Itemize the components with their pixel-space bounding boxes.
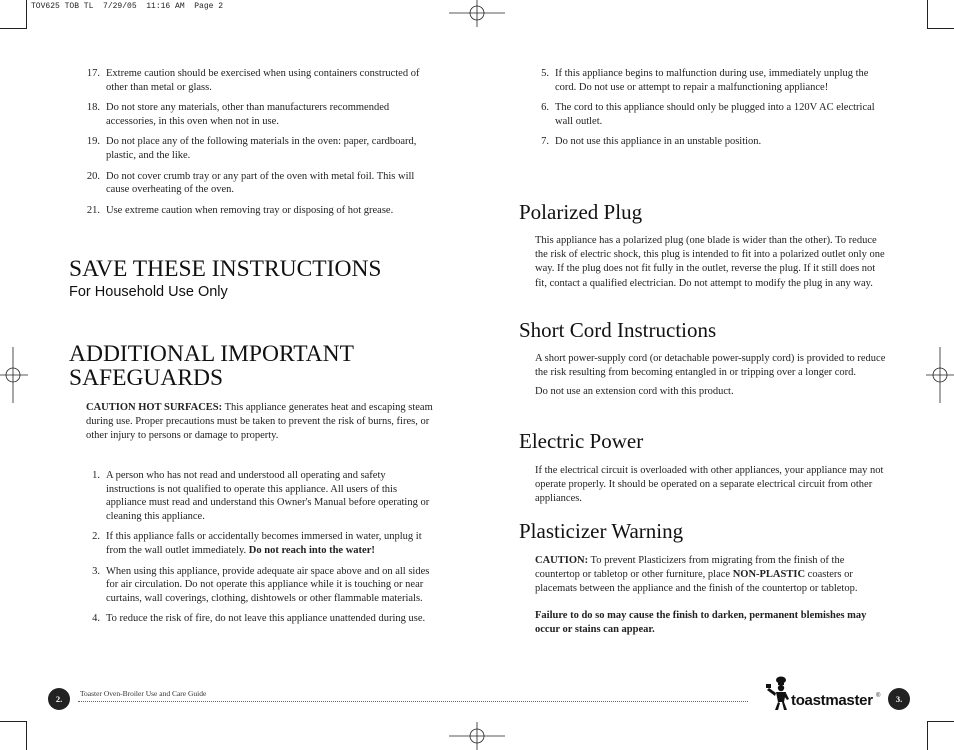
caution-hot-surfaces-paragraph: CAUTION HOT SURFACES: This appliance generates heat and escaping steam during use. Proper precautions must be taken to prevent the risk of burns, fires, or other injury to persons or damage to property. (86, 402, 433, 442)
footer-guide-title: Toaster Oven-Broiler Use and Care Guide (80, 689, 207, 698)
list-item: 5. If this appliance begins to malfunction during use, immediately unplug the cord. Do not use or attempt to repair a malfunctioning appliance! (541, 68, 869, 93)
safeguards-heading: ADDITIONAL IMPORTANT SAFEGUARDS (69, 341, 354, 391)
polarized-plug-heading: Polarized Plug (519, 200, 643, 224)
list-item: 4. To reduce the risk of fire, do not leave this appliance unattended during use. (92, 613, 426, 625)
household-use-subheading: For Household Use Only (69, 284, 228, 300)
right-top-list (535, 67, 875, 156)
list-item: 17. Extreme caution should be exercised when using containers constructed of other than metal or glass. (86, 68, 420, 93)
electric-power-heading: Electric Power (519, 429, 644, 453)
left-top-list (86, 67, 436, 224)
list-item: 20. Do not cover crumb tray or any part of the oven with metal foil. This will cause overheating of the oven. (86, 170, 415, 196)
registration-mark-bottom-icon (449, 722, 505, 750)
short-cord-paragraph: A short power-supply cord (or detachable power-supply cord) is provided to reduce the risk resulting from becoming entangled in or tripping over a longer cord. Do not use an extension cord with this product. (535, 353, 886, 398)
list-item: 21. Use extreme caution when removing tray or disposing of hot grease. (86, 204, 394, 216)
electric-power-paragraph: If the electrical circuit is overloaded with other appliances, your appliance may not operate properly. It should be operated on a separate electrical circuit from other appliances. (535, 465, 884, 505)
polarized-plug-paragraph: This appliance has a polarized plug (one blade is wider than the other). To reduce the risk of electric shock, this plug is intended to fit into a polarized outlet only one way. If the plug does not fit fully in the outlet, reverse the plug. If it still does not fit, contact a qualified electrician. Do not attempt to modify the plug in any way. (535, 235, 885, 289)
list-item: 2. If this appliance falls or accidentally becomes immersed in water, unplug it from the wall outlet immediately. Do not reach into the water! (92, 531, 422, 556)
list-item: 19. Do not place any of the following materials in the oven: paper, cardboard, plastic, and the like. (86, 136, 417, 161)
plasticizer-warning-heading: Plasticizer Warning (519, 519, 684, 543)
plasticizer-warning-paragraph: CAUTION: To prevent Plasticizers from migrating from the finish of the countertop or tabletop or other furniture, place NON-PLASTIC coasters or placemats between the appliance and the finish of the countertop or tabletop. Failure to do so may cause the finish to darken, permanent blemishes may occur or stains can appear. (535, 555, 867, 635)
toastmaster-logo: toastmaster ® (766, 675, 884, 711)
list-item: 6. The cord to this appliance should only be plugged into a 120V AC electrical wall outlet. (541, 102, 875, 127)
short-cord-heading: Short Cord Instructions (519, 318, 717, 342)
page-number-left: 2. (48, 688, 70, 710)
registration-mark-left-icon (0, 347, 28, 403)
footer-divider (78, 701, 748, 702)
safeguards-list (86, 469, 436, 633)
toastmaster-chef-icon (766, 675, 790, 711)
registration-mark-right-icon (926, 347, 954, 403)
registration-mark-top-icon (449, 0, 505, 28)
save-instructions-heading: SAVE THESE INSTRUCTIONS (69, 256, 382, 282)
list-item: 3. When using this appliance, provide adequate air space above and on all sides for air circulation. Do not operate this appliance while it is touching or near curtains, wall coverings, clothing, dishtowels or other flammable materials. (92, 565, 430, 604)
list-item: 7. Do not use this appliance in an unstable position. (541, 136, 762, 148)
list-item: 18. Do not store any materials, other than manufacturers recommended accessories, in this oven when not in use. (86, 102, 390, 127)
print-header: TOV625 TOB TL 7/29/05 11:16 AM Page 2 (31, 2, 224, 11)
list-item: 1. A person who has not read and understood all operating and safety instructions is not qualified to operate this appliance. All users of this appliance must read and understand this Owner's Manual before operating or cleaning this appliance. (92, 470, 430, 522)
page-number-right: 3. (888, 688, 910, 710)
